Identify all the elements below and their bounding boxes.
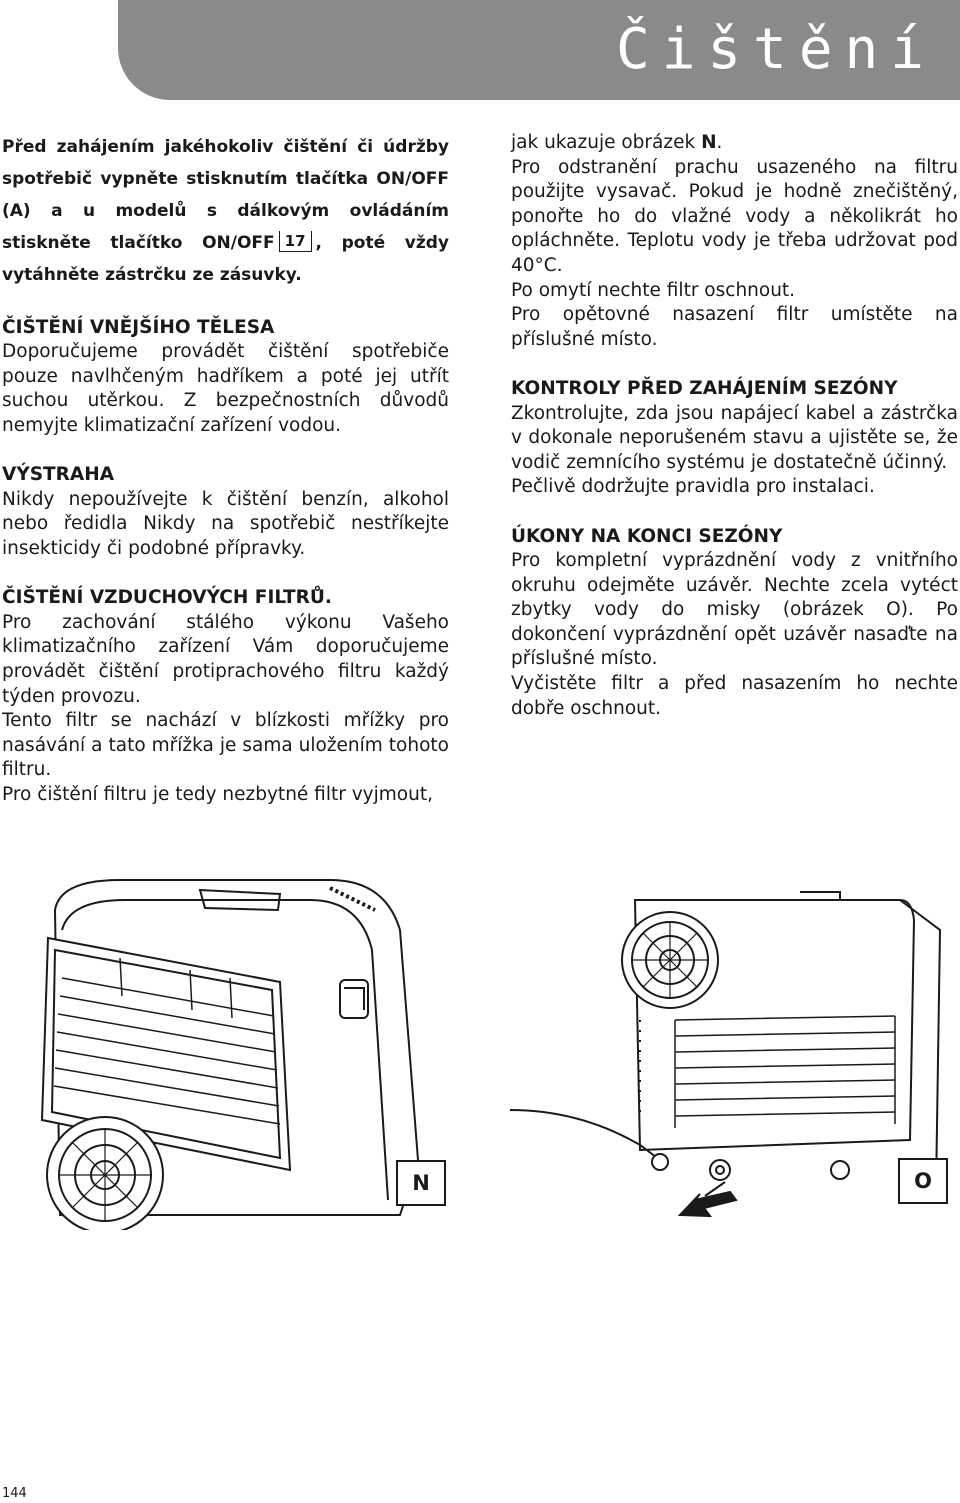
section-title-exterior: ČIŠTĚNÍ VNĚJŠÍHO TĚLESA xyxy=(2,316,275,338)
page-title: Čištění xyxy=(615,17,936,82)
continuation-text: jak ukazuje obrázek xyxy=(511,132,702,153)
season-start-paragraph-1: Zkontrolujte, zda jsou napájecí kabel a zástrčka v dokonale neporušeném stavu a ujistěte se, že vodič zemnícího systému je dostatečně účinný. xyxy=(511,402,958,473)
figure-o-label: O xyxy=(898,1158,948,1204)
filters-paragraph-5: Po omytí nechte filtr oschnout. xyxy=(511,279,796,301)
intro-text: Před zahájením jakéhokoliv čištění či údržby spotřebič vypněte stisknutím tlačítka ON/OFF (A) a u modelů s dálkovým ovládáním stiskněte tlačítko ON/OFF xyxy=(2,137,449,253)
figure-o-illustration xyxy=(500,870,960,1230)
left-column xyxy=(2,131,449,807)
page-number: 144 xyxy=(2,1486,27,1501)
filters-continuation xyxy=(511,131,958,156)
right-column xyxy=(511,131,958,721)
season-end-paragraph-1: Pro kompletní vyprázdnění vody z vnitřního okruhu odejměte uzávěr. Nechte zcela vytéct zbytky vody do misky (obrázek O). Po dokončení vyprázdnění opět uzávěr nasaďte na příslušné místo. xyxy=(511,550,958,670)
figure-n-illustration xyxy=(0,870,460,1230)
section-body-warning: Nikdy nepoužívejte k čištění benzín, alkohol nebo ředidla Nikdy na spotřebič nestříkejte insekticidy či podobné přípravky. xyxy=(2,488,449,559)
season-end-paragraph-2: Vyčistěte filtr a před nasazením ho nechte dobře oschnout. xyxy=(511,673,958,719)
filters-paragraph-1: Pro zachování stálého výkonu Vašeho klimatizačního zařízení Vám doporučujeme provádět čištění protiprachového filtru každý týden provozu. xyxy=(2,611,449,707)
remote-key-box: 17 xyxy=(279,231,312,252)
intro-paragraph xyxy=(2,131,449,291)
title-banner xyxy=(118,0,960,100)
figure-reference-n: N xyxy=(701,132,717,153)
section-title-filters: ČIŠTĚNÍ VZDUCHOVÝCH FILTRŮ. xyxy=(2,587,332,609)
figure-n-label: N xyxy=(396,1160,446,1206)
intro-text-end: , poté vždy vytáhněte zástrčku ze zásuvky. xyxy=(2,233,450,285)
section-title-season-end: ÚKONY NA KONCI SEZÓNY xyxy=(511,525,783,547)
section-title-season-start: KONTROLY PŘED ZAHÁJENÍM SEZÓNY xyxy=(511,377,898,399)
season-start-paragraph-2: Pečlivě dodržujte pravidla pro instalaci. xyxy=(511,476,875,498)
filters-paragraph-6: Pro opětovné nasazení filtr umístěte na příslušné místo. xyxy=(511,304,958,350)
continuation-end: . xyxy=(716,132,723,153)
filters-paragraph-3: Pro čištění filtru je tedy nezbytné filtr vyjmout, xyxy=(2,783,433,805)
filters-paragraph-2: Tento filtr se nachází v blízkosti mřížky pro nasávání a tato mřížka je sama uložením tohoto filtru. xyxy=(2,710,449,781)
section-title-warning: VÝSTRAHA xyxy=(2,464,115,486)
filters-paragraph-4: Pro odstranění prachu usazeného na filtru použijte vysavač. Pokud je hodně znečištěný, ponořte ho do vlažné vody a několikrát ho opláchněte. Teplotu vody je třeba udržovat pod 40°C. xyxy=(511,156,958,276)
section-body-exterior: Doporučujeme provádět čištění spotřebiče pouze navlhčeným hadříkem a poté jej utřít suchou utěrkou. Z bezpečnostních důvodů nemyjte klimatizační zařízení vodou. xyxy=(2,341,449,436)
